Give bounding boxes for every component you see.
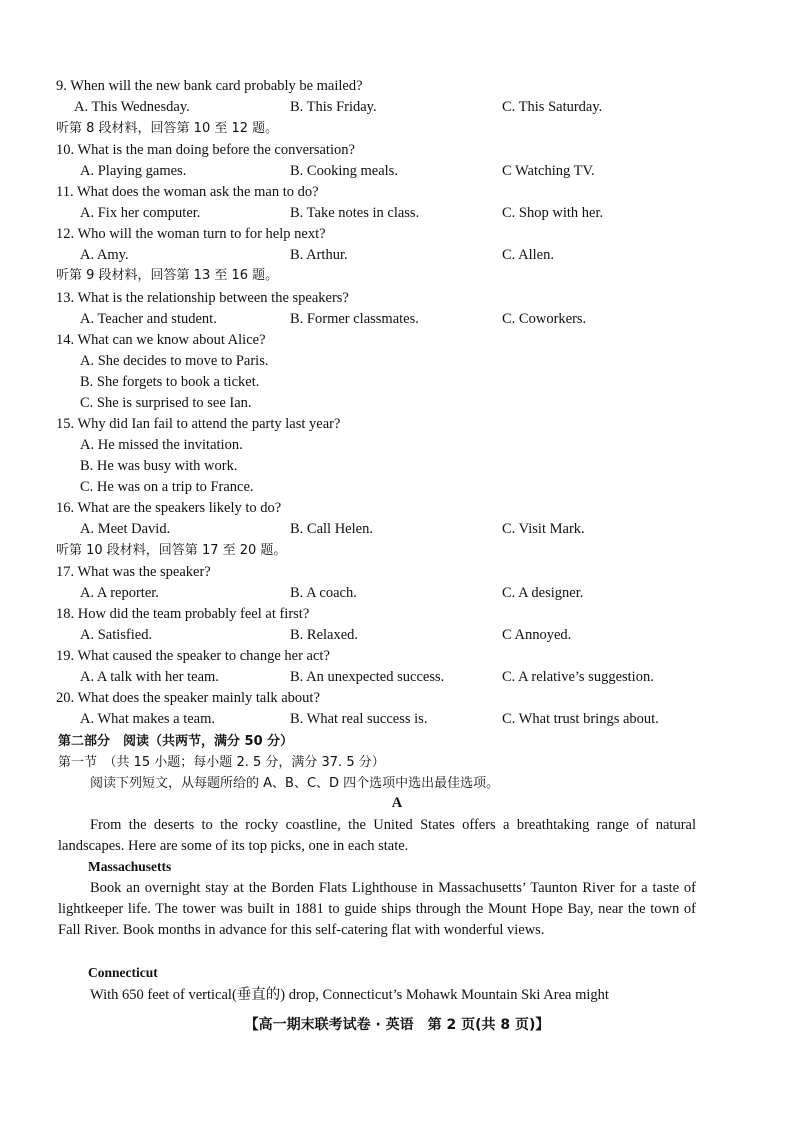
paragraph-massachusetts: Book an overnight stay at the Borden Flats Lighthouse in Massachusetts’ Taunton River for a taste of lightkeeper life. The tower was built in 1881 to guide ships through the Mount Hope Bay, near the town of Fall River. Book months in advance for this self-catering flat with wonderful views. [58,880,696,939]
paragraph-connecticut: With 650 feet of vertical(垂直的) drop, Connecticut’s Mohawk Mountain Ski Area might [90,987,609,1003]
q10-option-a: A. Playing games. [80,163,187,179]
section-8-instruction: 听第 8 段材料，回答第 10 至 12 题。 [56,121,279,136]
q14-option-b: B. She forgets to book a ticket. [80,374,260,390]
q13-option-c: C. Coworkers. [502,311,587,327]
q17-option-c: C. A designer. [502,585,584,601]
q12-option-c: C. Allen. [502,247,554,263]
question-9: 9. When will the new bank card probably be mailed? [56,78,363,94]
q20-option-c: C. What trust brings about. [502,711,659,727]
q18-option-a: A. Satisfied. [80,627,153,643]
passage-letter: A [391,795,403,811]
subheading-connecticut: Connecticut [88,965,158,980]
q14-option-a: A. She decides to move to Paris. [80,353,269,369]
q20-option-b: B. What real success is. [290,711,428,727]
subheading-massachusetts: Massachusetts [88,859,172,874]
question-15: 15. Why did Ian fail to attend the party last year? [56,416,341,432]
q9-option-b: B. This Friday. [290,99,377,115]
q9-option-c: C. This Saturday. [502,99,603,115]
question-20: 20. What does the speaker mainly talk about? [56,690,320,706]
q14-option-c: C. She is surprised to see Ian. [80,395,252,411]
part-2-heading: 第二部分 阅读（共两节，满分 50 分） [58,734,294,749]
q15-option-b: B. He was busy with work. [80,458,238,474]
section-1-heading: 第一节 （共 15 小题；每小题 2. 5 分，满分 37. 5 分） [58,755,385,770]
question-14: 14. What can we know about Alice? [56,332,266,348]
q15-option-c: C. He was on a trip to France. [80,479,254,495]
question-12: 12. Who will the woman turn to for help next? [56,226,326,242]
q16-option-c: C. Visit Mark. [502,521,585,537]
q16-option-a: A. Meet David. [80,521,171,537]
section-9-instruction: 听第 9 段材料，回答第 13 至 16 题。 [56,268,279,283]
passage-intro: From the deserts to the rocky coastline, the United States offers a breathtaking range of natural landscapes. Here are some of its top picks, one in each state. [58,817,696,855]
q9-option-a: A. This Wednesday. [74,99,190,115]
q16-option-b: B. Call Helen. [290,521,373,537]
page-footer: 【高一期末联考试卷 · 英语 第 2 页(共 8 页)】 [244,1017,550,1033]
question-19: 19. What caused the speaker to change her act? [56,648,330,664]
q12-option-b: B. Arthur. [290,247,348,263]
q15-option-a: A. He missed the invitation. [80,437,243,453]
q10-option-c: C Watching TV. [502,163,595,179]
reading-instruction: 阅读下列短文，从每题所给的 A、B、C、D 四个选项中选出最佳选项。 [90,776,500,791]
q18-option-b: B. Relaxed. [290,627,359,643]
q18-option-c: C Annoyed. [502,627,572,643]
q11-option-c: C. Shop with her. [502,205,604,221]
q10-option-b: B. Cooking meals. [290,163,398,179]
q19-option-a: A. A talk with her team. [80,669,219,685]
q17-option-b: B. A coach. [290,585,357,601]
q11-option-a: A. Fix her computer. [80,205,201,221]
q19-option-b: B. An unexpected success. [290,669,445,685]
q12-option-a: A. Amy. [80,247,129,263]
question-17: 17. What was the speaker? [56,564,211,580]
question-18: 18. How did the team probably feel at first? [56,606,310,622]
question-16: 16. What are the speakers likely to do? [56,500,282,516]
q13-option-a: A. Teacher and student. [80,311,217,327]
question-11: 11. What does the woman ask the man to do? [56,184,319,200]
q17-option-a: A. A reporter. [80,585,159,601]
q19-option-c: C. A relative’s suggestion. [502,669,654,685]
q11-option-b: B. Take notes in class. [290,205,420,221]
q20-option-a: A. What makes a team. [80,711,216,727]
question-10: 10. What is the man doing before the conversation? [56,142,355,158]
section-10-instruction: 听第 10 段材料，回答第 17 至 20 题。 [56,543,287,558]
question-13: 13. What is the relationship between the speakers? [56,290,349,306]
q13-option-b: B. Former classmates. [290,311,419,327]
